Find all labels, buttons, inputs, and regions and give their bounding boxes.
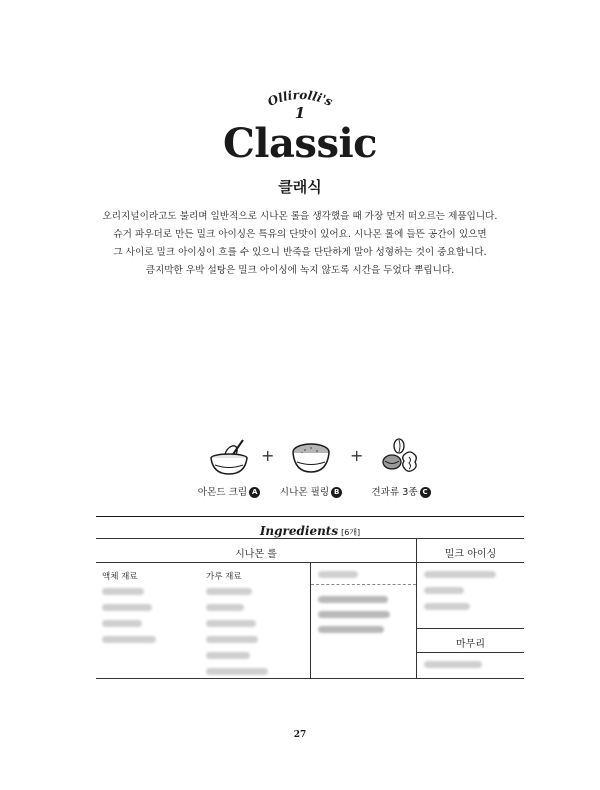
- subsection-powder: 가루 재료: [206, 572, 242, 582]
- blurred-ingredient: [206, 604, 244, 611]
- column-divider: [310, 562, 311, 678]
- description-line: 오리지널이라고도 불리며 일반적으로 시나몬 롤을 생각했을 때 가장 먼저 떠오르는 제품입니다.: [102, 211, 498, 222]
- badge: A: [249, 487, 260, 498]
- description: [90, 208, 510, 280]
- component-label: 아몬드 크림: [197, 487, 248, 498]
- blurred-ingredient: [318, 611, 390, 618]
- component-almond-cream: [186, 436, 275, 498]
- blurred-ingredient: [424, 571, 496, 578]
- dashed-divider: [311, 584, 416, 585]
- blurred-ingredient: [318, 571, 358, 578]
- component-cinnamon-filling: [268, 436, 354, 498]
- component-label: 시나몬 필링: [279, 487, 330, 498]
- description-line: 그 사이로 밀크 아이싱이 흐를 수 있으니 반죽을 단단하게 말아 성형하는 것이 중요합니다.: [113, 247, 487, 258]
- page-subtitle: 클래식: [278, 178, 322, 196]
- component-nuts: [358, 436, 444, 498]
- section-milk-icing: 밀크 아이싱: [444, 549, 497, 560]
- table-divider: [417, 652, 524, 653]
- plus-sign: +: [261, 446, 275, 465]
- blurred-ingredient: [102, 620, 142, 627]
- blurred-ingredient: [102, 588, 144, 595]
- blurred-ingredient: [424, 587, 464, 594]
- badge: C: [420, 487, 431, 498]
- page-title: Classic: [222, 120, 378, 167]
- table-top-border: [96, 516, 524, 517]
- badge: B: [331, 487, 342, 498]
- blurred-ingredient: [102, 604, 152, 611]
- brand-name: Ollirolli's: [265, 87, 335, 110]
- ingredients-count: [6개]: [341, 528, 361, 537]
- blurred-ingredient: [206, 668, 268, 675]
- ingredients-title: [96, 520, 524, 539]
- ingredients-heading: Ingredients: [259, 524, 339, 538]
- cinnamon-filling-bowl-icon: [289, 436, 333, 476]
- page-number: 27: [293, 730, 307, 740]
- mixing-bowl-whisk-icon: [207, 436, 251, 476]
- blurred-ingredient: [206, 636, 258, 643]
- blurred-ingredient: [102, 636, 156, 643]
- subsection-liquid: 액체 재료: [102, 572, 138, 582]
- blurred-ingredient: [206, 620, 256, 627]
- recipe-number: 1: [294, 104, 306, 122]
- blurred-ingredient: [206, 652, 250, 659]
- blurred-ingredient: [318, 626, 384, 633]
- description-line: 큼지막한 우박 설탕은 밀크 아이싱에 녹지 않도록 시간을 두었다 뿌립니다.: [145, 265, 455, 276]
- description-line: 슈거 파우더로 만든 밀크 아이싱은 특유의 단맛이 있어요. 시나몬 롤에 들뜬 공간이 있으면: [113, 229, 487, 240]
- section-finish: 마무리: [456, 639, 485, 650]
- section-cinnamon-roll: 시나몬 롤: [235, 549, 277, 560]
- blurred-ingredient: [318, 596, 388, 603]
- table-divider: [96, 538, 524, 539]
- table-divider: [417, 628, 524, 629]
- plus-sign: +: [350, 446, 364, 465]
- blurred-ingredient: [424, 661, 482, 668]
- component-label: 견과류 3종: [371, 487, 418, 498]
- nuts-icon: [379, 436, 423, 476]
- column-divider: [416, 538, 417, 678]
- blurred-ingredient: [206, 588, 252, 595]
- table-bottom-border: [96, 678, 524, 679]
- blurred-ingredient: [424, 603, 470, 610]
